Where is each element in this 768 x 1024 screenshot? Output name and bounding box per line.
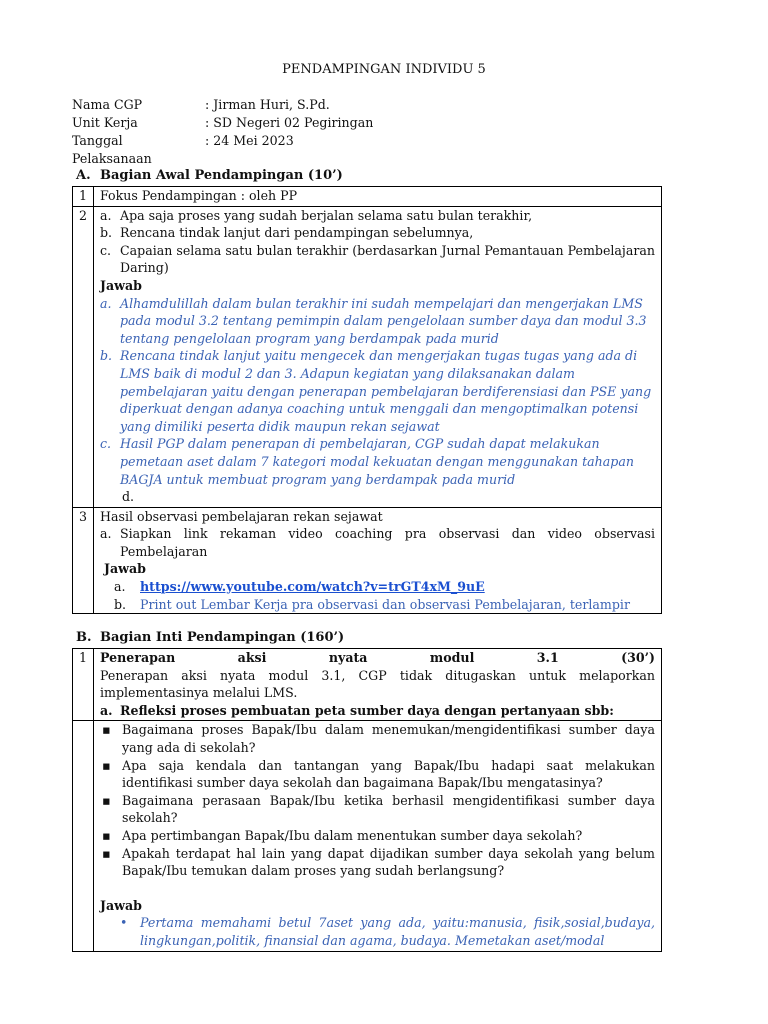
- answer-item: [100, 914, 655, 949]
- meta-block: [72, 96, 373, 168]
- item-text: Rencana tindak lanjut yaitu mengecek dan mengerjakan tugas tugas yang ada di LMS baik di modul 2 dan 3. Adapun kegiatan yang dilaksanakan dalam pembelajaran yaitu dengan penerapan pembelajaran berdiferensiasi dan PSE yang diperkuat dengan adanya coaching untuk menggali dan mengoptimalkan potensi yang dimiliki peserta didik maupun rekan sejawat: [120, 348, 652, 434]
- answer-item: [100, 295, 655, 348]
- row-content: [94, 206, 662, 507]
- section-title: Bagian Inti Pendampingan (160’): [100, 630, 345, 645]
- section-a-heading: [76, 168, 343, 183]
- item-text: Pertama memahami betul 7aset yang ada, yaitu:manusia, fisik,sosial,budaya, lingkungan,politik, finansial dan agama, budaya. Memetakan aset/modal: [140, 915, 655, 948]
- answer-item: [100, 435, 655, 488]
- answer-item: [100, 347, 655, 435]
- question-item: [100, 242, 655, 277]
- row-number: 3: [73, 507, 94, 614]
- item-mark: a.: [114, 579, 126, 595]
- meta-label: Unit Kerja: [72, 115, 138, 130]
- heading-word: nyata: [328, 650, 368, 665]
- row-number: [73, 721, 94, 951]
- item-text: Print out Lembar Kerja pra observasi dan observasi Pembelajaran, terlampir: [140, 596, 630, 612]
- item-text: Hasil PGP dalam penerapan di pembelajaran, CGP sudah dapat melakukan pemetaan aset dalam 7 kategori modal kekuatan dengan menggunakan tahapan BAGJA untuk membuat program yang berdampak pada murid: [120, 436, 634, 487]
- item-text: Apa pertimbangan Bapak/Ibu dalam menentukan sumber daya sekolah?: [122, 827, 583, 843]
- item-text: Refleksi proses pembuatan peta sumber daya dengan pertanyaan sbb:: [120, 702, 614, 718]
- video-link[interactable]: https://www.youtube.com/watch?v=trGT4xM_9uE: [140, 579, 485, 595]
- item-mark: c.: [100, 436, 112, 452]
- table-row: [73, 649, 662, 721]
- item-text: Apa saja proses yang sudah berjalan selama satu bulan terakhir,: [120, 207, 533, 223]
- row-content: [94, 507, 662, 614]
- item-mark: b.: [100, 348, 113, 364]
- section-b-heading: [76, 630, 344, 645]
- heading-word: (30’): [621, 650, 655, 665]
- item-text: Bagaimana perasaan Bapak/Ibu ketika berhasil mengidentifikasi sumber daya sekolah?: [122, 792, 655, 826]
- item-mark: a.: [100, 526, 112, 542]
- meta-row-nama: [72, 96, 373, 114]
- question-item: [100, 525, 655, 560]
- heading-word: modul: [429, 650, 475, 665]
- table-section-a: [72, 186, 662, 614]
- item-text: Apakah terdapat hal lain yang dapat dijadikan sumber daya sekolah yang belum Bapak/Ibu temukan dalam proses yang sudah berlangsung?: [122, 845, 655, 879]
- bullet-icon: ▪: [102, 827, 111, 843]
- item-mark: a.: [100, 295, 112, 311]
- answer-item: [100, 578, 655, 596]
- bullet-item: [100, 845, 655, 880]
- bullet-icon: ▪: [102, 722, 111, 738]
- heading-word: Penerapan: [100, 650, 176, 665]
- heading-word: 3.1: [536, 650, 559, 665]
- item-mark: b.: [100, 225, 113, 241]
- spacer: [100, 880, 655, 897]
- section-letter: A.: [76, 168, 91, 183]
- row-content: [94, 649, 662, 721]
- answer-label: Jawab: [100, 277, 142, 293]
- bullet-icon: •: [120, 915, 128, 931]
- table-row: [73, 507, 662, 614]
- bullet-item: [100, 721, 655, 756]
- item-mark: b.: [114, 596, 127, 612]
- item-text: Alhamdulillah dalam bulan terakhir ini sudah mempelajari dan mengerjakan LMS pada modul 3.2 tentang pemimpin dalam pengelolaan sumber daya dan modul 3.3 tentang pengelolaan program yang berdampak pada murid: [120, 295, 647, 346]
- meta-value: : SD Negeri 02 Pegiringan: [205, 115, 374, 130]
- document-title: PENDAMPINGAN INDIVIDU 5: [282, 62, 486, 77]
- row-number: 2: [73, 206, 94, 507]
- section-title: Bagian Awal Pendampingan (10’): [100, 168, 343, 183]
- heading-word: aksi: [237, 650, 267, 665]
- item-mark: c.: [100, 242, 112, 258]
- row-text: Penerapan aksi nyata modul 3.1, CGP tidak ditugaskan untuk melaporkan implementasinya melalui LMS.: [100, 667, 655, 701]
- table-section-b: [72, 648, 662, 952]
- meta-value: : 24 Mei 2023: [205, 133, 294, 148]
- meta-row-tanggal: [72, 132, 373, 168]
- bullet-item: [100, 792, 655, 827]
- row-text: Fokus Pendampingan : oleh PP: [94, 187, 662, 207]
- question-item: [100, 207, 655, 225]
- row-content: [94, 721, 662, 951]
- answer-label: Jawab: [100, 897, 142, 913]
- bullet-icon: ▪: [102, 757, 111, 773]
- bullet-item: [100, 757, 655, 792]
- answer-label: Jawab: [104, 561, 146, 577]
- row-heading: [100, 649, 655, 667]
- item-text: Bagaimana proses Bapak/Ibu dalam menemukan/mengidentifikasi sumber daya yang ada di sekolah?: [122, 722, 655, 755]
- bullet-icon: ▪: [102, 845, 111, 861]
- item-text: Apa saja kendala dan tantangan yang Bapak/Ibu hadapi saat melakukan identifikasi sumber daya sekolah dan bagaimana Bapak/Ibu mengatasinya?: [122, 757, 655, 791]
- meta-label: Tanggal Pelaksanaan: [72, 133, 152, 166]
- table-row: [73, 721, 662, 951]
- meta-label: Nama CGP: [72, 97, 143, 112]
- question-item: [100, 224, 655, 242]
- meta-row-unit: [72, 114, 373, 132]
- table-row: [73, 206, 662, 507]
- row-title: Hasil observasi pembelajaran rekan sejawat: [100, 508, 383, 524]
- table-row: [73, 187, 662, 207]
- meta-value: : Jirman Huri, S.Pd.: [205, 97, 330, 112]
- item-mark: a.: [100, 702, 113, 718]
- section-letter: B.: [76, 630, 92, 645]
- item-text: Capaian selama satu bulan terakhir (berdasarkan Jurnal Pemantauan Pembelajaran Daring): [120, 242, 655, 276]
- item-text: Siapkan link rekaman video coaching pra observasi dan video observasi Pembelajaran: [120, 526, 655, 559]
- item-mark: a.: [100, 207, 112, 223]
- trailing-mark: d.: [122, 489, 135, 505]
- row-number: 1: [73, 187, 94, 207]
- row-number: 1: [73, 649, 94, 721]
- bullet-icon: ▪: [102, 792, 111, 808]
- sub-item: [100, 702, 655, 720]
- item-text: Rencana tindak lanjut dari pendampingan sebelumnya,: [120, 225, 474, 241]
- answer-item: [100, 596, 655, 614]
- bullet-item: [100, 827, 655, 845]
